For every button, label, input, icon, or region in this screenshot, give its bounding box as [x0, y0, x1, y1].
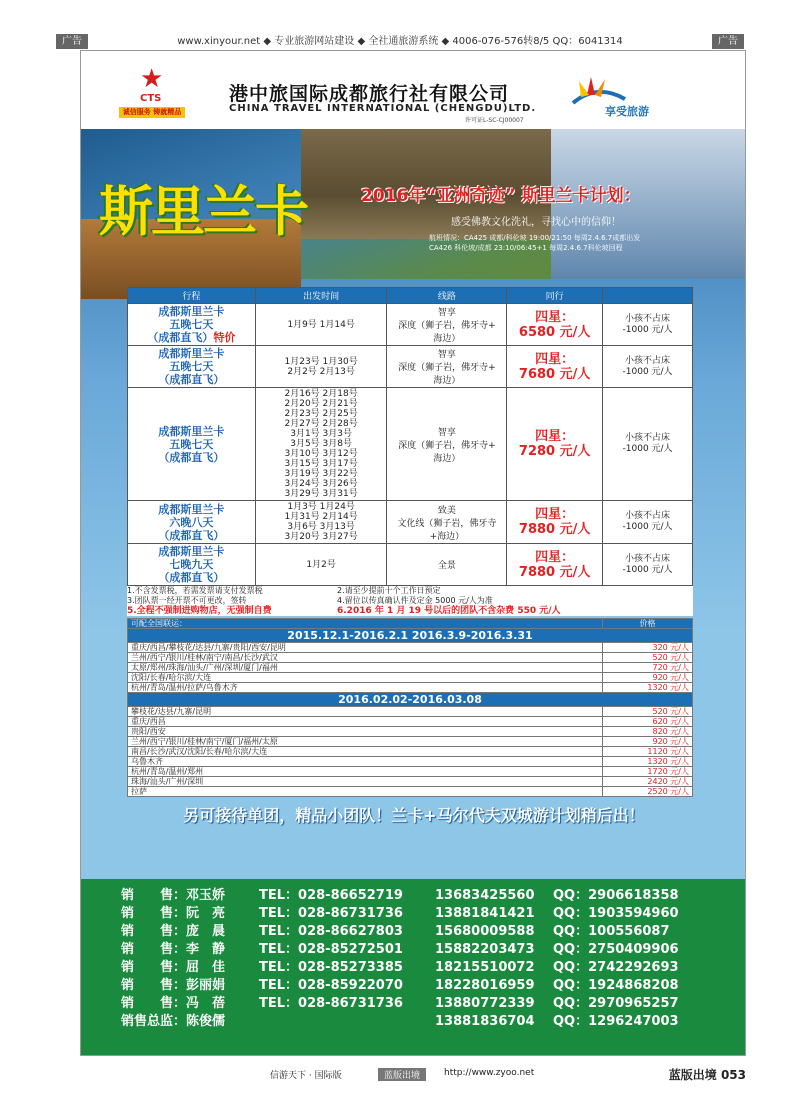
company-name-en: CHINA TRAVEL INTERNATIONAL (CHENGDU)LTD. — [229, 103, 537, 114]
col-line: 线路 — [387, 288, 507, 304]
route-direct: （成都直飞） — [158, 528, 225, 542]
flight-line-2: CA426 科伦坡/成都 23:10/06:45+1 每周2.4.6.7科伦坡回程 — [429, 244, 623, 252]
route-row — [128, 388, 693, 501]
departure-date: 3月19号 3月22号 — [284, 469, 358, 479]
route-direct: （成都直飞） — [158, 450, 225, 464]
connect-price: 1120 元/人 — [603, 747, 693, 757]
connect-row — [128, 757, 693, 767]
connect-price: 920 元/人 — [603, 673, 693, 683]
sales-name: 销 售：阮 亮 — [121, 906, 226, 921]
departure-date: 1月2号 — [306, 559, 336, 570]
route-grade: 智享 — [437, 427, 456, 438]
route-line — [387, 304, 507, 346]
sunburst-icon — [567, 73, 627, 105]
child-discount: -1000 元/人 — [622, 564, 673, 575]
note-2: 2.请至少提前十个工作日预定 — [337, 586, 441, 595]
company-name-cn: 港中旅国际成都旅行社有限公司 — [229, 83, 510, 105]
route-desc: 文化线（狮子岩，佛牙寺 — [397, 518, 497, 529]
connect-cities: 杭州/青岛/温州/郑州 — [128, 767, 603, 777]
xiangshou-logo-text: 享受旅游 — [605, 105, 649, 118]
sales-tel — [259, 1013, 435, 1031]
departure-date: 3月15号 3月17号 — [284, 459, 358, 469]
route-dates — [255, 544, 387, 586]
connect-cities: 沈阳/长春/哈尔滨/大连 — [128, 673, 603, 683]
sales-contact — [121, 1013, 721, 1031]
route-table — [127, 287, 693, 586]
route-direct: （成都直飞） — [147, 331, 214, 344]
connect-price: 520 元/人 — [603, 653, 693, 663]
sales-tel: TEL：028-86731736 — [259, 996, 403, 1011]
route-price — [507, 388, 603, 501]
hotel-grade: 四星： — [535, 309, 575, 325]
route-name-line: 成都斯里兰卡 — [158, 305, 225, 318]
connect-cities: 重庆/西昌 — [128, 717, 603, 727]
sales-mobile: 13881841421 — [435, 906, 535, 921]
flight-line-1: 航班情况：CA425 成都/科伦坡 19:00/21:50 每周2.4.6.7成都出发 — [429, 234, 641, 242]
connect-cities: 太原/郑州/珠海/汕头/广州/深圳/厦门/福州 — [128, 663, 603, 673]
connect-price: 1320 元/人 — [603, 757, 693, 767]
route-line — [387, 544, 507, 586]
route-grade: 致美 — [437, 505, 456, 516]
top-ad-line: www.xinyour.net ◆ 专业旅游网站建设 ◆ 全社通旅游系统 ◆ 4006-076-576转8/5 QQ：6041314 — [177, 36, 623, 47]
departure-date: 3月29号 3月31号 — [284, 489, 358, 499]
route-dates — [255, 501, 387, 544]
sales-mobile: 13880772339 — [435, 996, 535, 1011]
child-note: 小孩不占床 — [625, 355, 671, 366]
connect-price: 620 元/人 — [603, 717, 693, 727]
price-value: 7680 元/人 — [518, 366, 591, 382]
route-dates — [255, 388, 387, 501]
price-value: 7280 元/人 — [518, 444, 591, 459]
hotel-grade: 四星： — [535, 351, 575, 367]
child-note: 小孩不占床 — [625, 553, 671, 564]
connect-cities: 攀枝花/达县/九寨/昆明 — [128, 707, 603, 717]
departure-date: 2月27号 2月28号 — [284, 419, 358, 429]
period-band-2: 2016.02.02-2016.03.08 — [128, 693, 693, 707]
hotel-grade: 四星： — [535, 507, 575, 522]
route-dates — [255, 304, 387, 346]
sales-mobile: 13683425560 — [435, 888, 535, 903]
sales-name: 销 售：屈 佳 — [121, 960, 226, 975]
route-price — [507, 346, 603, 388]
sales-name: 销 售：李 静 — [121, 942, 226, 957]
note-4: 4.留位以传真确认件及定金 5000 元/人为准 — [337, 596, 493, 605]
departure-date: 3月5号 3月8号 — [290, 439, 352, 449]
col-route: 行程 — [128, 288, 256, 304]
sales-mobile: 18215510072 — [435, 960, 535, 975]
route-grade: 智享 — [437, 350, 456, 360]
connect-row — [128, 707, 693, 717]
route-row — [128, 501, 693, 544]
child-discount: -1000 元/人 — [622, 444, 673, 454]
connect-price: 2420 元/人 — [603, 777, 693, 787]
child-note: 小孩不占床 — [625, 313, 671, 324]
child-policy — [603, 304, 693, 346]
departure-date: 2月16号 2月18号 — [284, 389, 358, 399]
sales-tel: TEL：028-86627803 — [259, 924, 403, 939]
child-policy — [603, 346, 693, 388]
cts-logo — [122, 64, 182, 119]
route-row — [128, 304, 693, 346]
period-band-1: 2015.12.1-2016.2.1 2016.3.9-2016.3.31 — [128, 629, 693, 643]
connect-price-head: 价格 — [603, 619, 693, 629]
hotel-grade: 四星： — [535, 549, 575, 565]
page-footer — [0, 1066, 800, 1082]
advert-frame — [80, 50, 746, 1056]
ad-tag-left: 广告 — [56, 34, 88, 49]
route-name-line: 成都斯里兰卡 — [158, 424, 225, 438]
connect-price: 320 元/人 — [603, 643, 693, 653]
route-desc-2: 海边） — [433, 376, 461, 386]
sales-mobile: 13881836704 — [435, 1014, 535, 1029]
route-line — [387, 388, 507, 501]
connect-row — [128, 767, 693, 777]
child-discount: -1000 元/人 — [622, 324, 673, 335]
sales-qq: QQ：1924868208 — [553, 978, 679, 993]
departure-date: 3月20号 3月27号 — [284, 532, 358, 542]
sales-contact — [121, 905, 721, 923]
sales-name: 销售总监：陈俊儒 — [121, 1014, 226, 1029]
note-3: 3.团队票一经开票不可更改，签转 — [127, 596, 247, 605]
connect-price: 1320 元/人 — [603, 683, 693, 693]
sales-mobile: 15882203473 — [435, 942, 535, 957]
sales-qq: QQ：2906618358 — [553, 888, 679, 903]
route-row — [128, 346, 693, 388]
connect-row — [128, 673, 693, 683]
sales-tel: TEL：028-86731736 — [259, 906, 403, 921]
top-ad-bar — [0, 34, 800, 50]
sales-tel: TEL：028-85922070 — [259, 978, 403, 993]
connect-cities: 珠海/汕头/广州/深圳 — [128, 777, 603, 787]
departure-date: 3月6号 3月13号 — [287, 522, 355, 532]
sales-contact — [121, 959, 721, 977]
sales-mobile: 15680009588 — [435, 924, 535, 939]
sales-qq: QQ：2742292693 — [553, 960, 679, 975]
connect-table — [127, 618, 693, 797]
footer-url[interactable]: http://www.zyoo.net — [444, 1068, 535, 1078]
sales-tel: TEL：028-86652719 — [259, 888, 403, 903]
sales-qq: QQ：1296247003 — [553, 1014, 679, 1029]
route-desc: 深度（狮子岩，佛牙寺+ — [398, 321, 496, 331]
route-grade: 全景 — [437, 561, 456, 571]
connect-cities: 南昌/长沙/武汉/沈阳/长春/哈尔滨/大连 — [128, 747, 603, 757]
child-note: 小孩不占床 — [625, 511, 671, 521]
departure-date: 2月2号 2月13号 — [287, 366, 355, 377]
promo-banner: 另可接待单团，精品小团队！兰卡+马尔代夫双城游计划稍后出！ — [183, 806, 645, 825]
route-duration: 五晚七天 — [169, 437, 214, 451]
route-table-body — [128, 304, 693, 586]
special-price-tag: 特价 — [213, 331, 236, 344]
route-name — [128, 501, 256, 544]
price-value: 7880 元/人 — [518, 522, 591, 537]
route-duration: 五晚七天 — [169, 318, 214, 331]
route-direct: （成都直飞） — [158, 373, 225, 386]
connect-cities: 杭州/青岛/温州/拉萨/乌鲁木齐 — [128, 683, 603, 693]
route-desc-2: 海边） — [433, 453, 461, 464]
sales-qq: QQ：1903594960 — [553, 906, 679, 921]
connect-row — [128, 643, 693, 653]
route-name-line: 成都斯里兰卡 — [158, 502, 225, 516]
connect-cities: 兰州/西宁/银川/桂林/南宁/厦门/福州/太原 — [128, 737, 603, 747]
cts-label: CTS — [140, 93, 162, 104]
connect-row — [128, 727, 693, 737]
child-discount: -1000 元/人 — [622, 366, 673, 377]
page-number: 蓝版出境 053 — [668, 1068, 746, 1082]
connect-row — [128, 717, 693, 727]
connect-row — [128, 777, 693, 787]
route-name-line: 成都斯里兰卡 — [158, 347, 225, 360]
connect-price: 520 元/人 — [603, 707, 693, 717]
connect-cities: 拉萨 — [128, 787, 603, 797]
departure-date: 1月9号 1月14号 — [287, 319, 355, 330]
star-icon: ★ — [140, 64, 164, 94]
route-name — [128, 544, 256, 586]
sales-contact — [121, 977, 721, 995]
note-5: 5.全程不强制进购物店，无强制自费 — [127, 606, 272, 616]
hero-title: 斯里兰卡 — [99, 180, 307, 243]
connect-cities: 贵阳/西安 — [128, 727, 603, 737]
sales-contact — [121, 923, 721, 941]
sales-footer — [81, 879, 746, 1056]
flight-info — [429, 233, 640, 253]
connect-row — [128, 747, 693, 757]
cts-slogan: 诚信服务 铸就精品 — [119, 107, 185, 118]
connect-row — [128, 787, 693, 797]
departure-date: 2月23号 2月25号 — [284, 409, 358, 419]
note-6: 6.2016 年 1 月 19 号以后的团队不含杂费 550 元/人 — [337, 606, 561, 616]
child-policy — [603, 388, 693, 501]
departure-date: 1月31号 2月14号 — [284, 512, 358, 522]
route-desc: 深度（狮子岩，佛牙寺+ — [398, 440, 496, 451]
connect-table-body — [128, 619, 693, 797]
route-name — [128, 388, 256, 501]
sales-name: 销 售：冯 蓓 — [121, 996, 226, 1011]
connect-price: 2520 元/人 — [603, 787, 693, 797]
route-line — [387, 346, 507, 388]
sales-mobile: 18228016959 — [435, 978, 535, 993]
sales-contact — [121, 941, 721, 959]
hero-subtitle: 感受佛教文化洗礼，寻找心中的信仰！ — [451, 217, 621, 228]
child-policy — [603, 544, 693, 586]
license-number: 许可证L-SC-CJ00007 — [465, 117, 524, 124]
connect-row — [128, 737, 693, 747]
sales-qq: QQ：2970965257 — [553, 996, 679, 1011]
col-dates: 出发时间 — [255, 288, 387, 304]
sales-qq: QQ：2750409906 — [553, 942, 679, 957]
sales-tel: TEL：028-85273385 — [259, 960, 403, 975]
note-1: 1.不含发票税，若需发票请支付发票税 — [127, 586, 263, 595]
connect-price: 820 元/人 — [603, 727, 693, 737]
footer-brand: 信游天下 · 国际版 — [270, 1071, 342, 1081]
route-row — [128, 544, 693, 586]
hero-slogan: 2016年“亚洲奇迹” 斯里兰卡计划： — [361, 186, 641, 206]
child-discount: -1000 元/人 — [622, 522, 673, 532]
departure-date: 3月24号 3月26号 — [284, 479, 358, 489]
price-value: 6580 元/人 — [518, 324, 591, 340]
xiangshou-logo — [567, 73, 677, 123]
departure-date: 2月20号 2月21号 — [284, 399, 358, 409]
departure-date: 3月1号 3月3号 — [290, 429, 352, 439]
connect-cities: 乌鲁木齐 — [128, 757, 603, 767]
child-note: 小孩不占床 — [625, 433, 671, 443]
price-value: 7880 元/人 — [518, 564, 591, 580]
sales-tel: TEL：028-85272501 — [259, 942, 403, 957]
connect-cities: 重庆/西昌/攀枝花/达县/九寨/贵阳/西安/昆明 — [128, 643, 603, 653]
col-price: 同行 — [507, 288, 603, 304]
connect-price: 720 元/人 — [603, 663, 693, 673]
route-name-line: 成都斯里兰卡 — [158, 545, 225, 558]
route-duration: 五晚七天 — [169, 360, 214, 373]
route-duration: 七晚九天 — [169, 558, 214, 571]
route-line — [387, 501, 507, 544]
connect-head: 可配全国联运： — [128, 619, 603, 629]
connect-price: 1720 元/人 — [603, 767, 693, 777]
hotel-grade: 四星： — [535, 429, 575, 444]
footer-section-tag: 蓝版出境 — [378, 1068, 426, 1081]
sales-name: 销 售：邓玉娇 — [121, 888, 226, 903]
route-grade: 智享 — [437, 308, 456, 318]
connect-row — [128, 653, 693, 663]
child-policy — [603, 501, 693, 544]
sales-name: 销 售：庞 晨 — [121, 924, 226, 939]
departure-date: 3月10号 3月12号 — [284, 449, 358, 459]
connect-cities: 兰州/西宁/银川/桂林/南宁/南昌/长沙/武汉 — [128, 653, 603, 663]
company-header — [81, 51, 746, 129]
booking-notes — [127, 586, 693, 616]
route-price — [507, 501, 603, 544]
connect-row — [128, 663, 693, 673]
sales-list — [121, 887, 721, 1031]
sales-contact — [121, 887, 721, 905]
route-desc-2: 海边） — [433, 334, 461, 344]
route-desc: 深度（狮子岩，佛牙寺+ — [398, 363, 496, 373]
sales-qq: QQ：100556087 — [553, 924, 670, 939]
col-child — [603, 288, 693, 304]
sales-contact — [121, 995, 721, 1013]
route-price — [507, 304, 603, 346]
sales-name: 销 售：彭丽娟 — [121, 978, 226, 993]
route-direct: （成都直飞） — [158, 571, 225, 584]
connect-price: 920 元/人 — [603, 737, 693, 747]
connect-row — [128, 683, 693, 693]
route-name — [128, 304, 256, 346]
route-name — [128, 346, 256, 388]
route-duration: 六晚八天 — [169, 515, 214, 529]
departure-date: 1月23号 1月30号 — [284, 356, 358, 367]
route-price — [507, 544, 603, 586]
ad-tag-right: 广告 — [712, 34, 744, 49]
route-desc-2: +海边） — [429, 531, 465, 542]
departure-date: 1月3号 1月24号 — [287, 502, 355, 512]
route-dates — [255, 346, 387, 388]
